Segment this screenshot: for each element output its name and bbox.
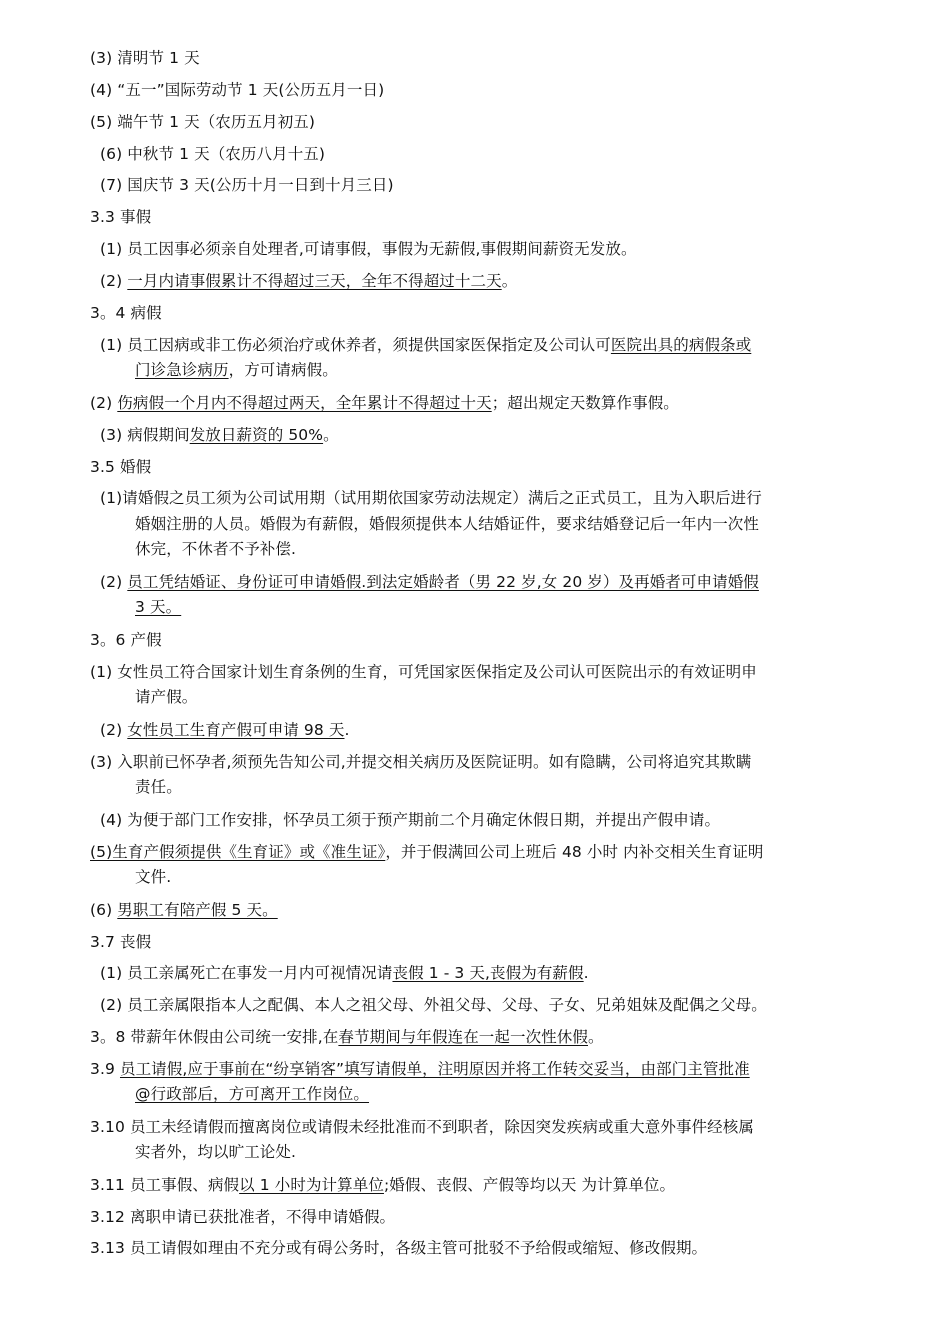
line-text: (5) 端午节 1 天（农历五月初五) <box>90 113 316 131</box>
document-line <box>90 900 278 920</box>
document-line <box>100 995 767 1015</box>
document-line <box>90 1207 395 1227</box>
line-text: (3) 清明节 1 天 <box>90 49 200 67</box>
document-line <box>90 393 679 413</box>
line-text: (4) 为便于部门工作安排，怀孕员工须于预产期前二个月确定休假日期，并提出产假申请。 <box>100 811 721 829</box>
document-line <box>100 335 751 355</box>
underlined-text: 3 天。 <box>135 598 182 616</box>
document-line <box>100 963 589 983</box>
document-line <box>90 457 151 477</box>
document-line <box>135 360 338 380</box>
line-text: 3.10 员工未经请假而擅离岗位或请假未经批准而不到职者，除因突发疾病或重大意外事件经核属 <box>90 1118 754 1136</box>
document-line <box>135 777 182 797</box>
line-text: 3。6 产假 <box>90 631 162 649</box>
document-line <box>135 1084 369 1104</box>
underlined-text: 丧假 1 - 3 天,丧假为有薪假 <box>392 964 584 982</box>
line-text: 实者外，均以旷工论处. <box>135 1143 297 1161</box>
underlined-text: 女性员工生育产假可申请 98 天 <box>127 721 345 739</box>
underlined-text: (5)生育产假须提供《生育证》或《准生证》 <box>90 843 386 861</box>
line-text: . <box>344 721 350 739</box>
line-text: 婚姻注册的人员。婚假为有薪假，婚假须提供本人结婚证件，要求结婚登记后一年内一次性 <box>135 515 760 533</box>
document-line <box>90 932 151 952</box>
line-text: (1) 女性员工符合国家计划生育条例的生育，可凭国家医保指定及公司认可医院出示的有效证明申 <box>90 663 757 681</box>
line-text: 。 <box>501 272 518 290</box>
document-line <box>100 720 350 740</box>
line-text: ;婚假、丧假、产假等均以天 为计算单位。 <box>383 1176 676 1194</box>
line-text: (2) <box>100 272 128 290</box>
line-text: 3。4 病假 <box>90 304 162 322</box>
document-line <box>90 1059 750 1079</box>
underlined-text: 伤病假一个月内不得超过两天，全年累计不得超过十天 <box>117 394 492 412</box>
underlined-text: @行政部后，方可离开工作岗位。 <box>135 1085 370 1103</box>
underlined-text: 以 1 小时为计算单位 <box>239 1176 384 1194</box>
document-line <box>90 1238 707 1258</box>
line-text: ，方可请病假。 <box>228 361 338 379</box>
line-text: 文件. <box>135 868 172 886</box>
document-line <box>90 303 162 323</box>
line-text: (1) 员工因事必须亲自处理者,可请事假，事假为无薪假,事假期间薪资无发放。 <box>100 240 637 258</box>
document-line <box>90 207 151 227</box>
document-line <box>90 630 162 650</box>
document-line <box>100 425 339 445</box>
document-line <box>100 271 517 291</box>
line-text: 。 <box>588 1028 604 1046</box>
underlined-text: 一月内请事假累计不得超过三天，全年不得超过十二天 <box>127 272 502 290</box>
line-text: 请产假。 <box>135 688 198 706</box>
underlined-text: 春节期间与年假连在一起一次性休假 <box>338 1028 588 1046</box>
document-line <box>90 80 384 100</box>
line-text: 3.7 丧假 <box>90 933 152 951</box>
line-text: ；超出规定天数算作事假。 <box>491 394 679 412</box>
line-text: (6) <box>90 901 118 919</box>
line-text: (2) <box>90 394 118 412</box>
underlined-text: 男职工有陪产假 5 天。 <box>117 901 278 919</box>
document-line <box>135 539 296 559</box>
line-text: (2) <box>100 721 128 739</box>
line-text: (7) 国庆节 3 天(公历十月一日到十月三日) <box>100 176 394 194</box>
document-line <box>135 687 197 707</box>
line-text: 3.5 婚假 <box>90 458 152 476</box>
document-line <box>90 842 764 862</box>
document-line <box>100 239 637 259</box>
document-line <box>90 662 757 682</box>
line-text: (1)请婚假之员工须为公司试用期（试用期依国家劳动法规定）满后之正式员工，且为入职后进行 <box>100 489 762 507</box>
line-text: (6) 中秋节 1 天（农历八月十五) <box>100 145 326 163</box>
line-text: (1) 员工亲属死亡在事发一月内可视情况请 <box>100 964 393 982</box>
line-text: (3) 入职前已怀孕者,须预先告知公司,并提交相关病历及医院证明。如有隐瞒，公司将追究其欺瞒 <box>90 753 752 771</box>
document-line <box>90 1027 604 1047</box>
line-text: 3.3 事假 <box>90 208 152 226</box>
line-text: ，并于假满回公司上班后 48 小时 内补交相关生育证明 <box>385 843 764 861</box>
document-line <box>100 572 759 592</box>
document-line <box>90 112 315 132</box>
document-line <box>135 597 181 617</box>
line-text: 3.11 员工事假、病假 <box>90 1176 240 1194</box>
line-text: . <box>583 964 589 982</box>
underlined-text: 员工凭结婚证、身份证可申请婚假.到法定婚龄者（男 22 岁,女 20 岁）及再婚者可申请婚假 <box>127 573 759 591</box>
document-line <box>90 1117 754 1137</box>
underlined-text: 发放日薪资的 50% <box>189 426 324 444</box>
line-text: 3。8 带薪年休假由公司统一安排,在 <box>90 1028 339 1046</box>
line-text: 。 <box>323 426 339 444</box>
document-line <box>100 810 720 830</box>
line-text: 3.12 离职申请已获批准者，不得申请婚假。 <box>90 1208 396 1226</box>
line-text: (2) 员工亲属限指本人之配偶、本人之祖父母、外祖父母、父母、子女、兄弟姐妹及配偶之父母。 <box>100 996 767 1014</box>
document-line <box>90 48 200 68</box>
document-line <box>135 867 171 887</box>
line-text: (3) 病假期间 <box>100 426 190 444</box>
line-text: (4) “五一”国际劳动节 1 天(公历五月一日) <box>90 81 385 99</box>
line-text: 3.9 <box>90 1060 120 1078</box>
line-text: (1) 员工因病或非工伤必须治疗或休养者，须提供国家医保指定及公司认可 <box>100 336 611 354</box>
document-line <box>135 1142 296 1162</box>
document-line <box>100 488 762 508</box>
document-line <box>100 144 325 164</box>
underlined-text: 员工请假,应于事前在“纷享销客”填写请假单，注明原因并将工作转交妥当，由部门主管批准 <box>119 1060 750 1078</box>
line-text: 责任。 <box>135 778 182 796</box>
line-text: 3.13 员工请假如理由不充分或有碍公务时，各级主管可批驳不予给假或缩短、修改假期。 <box>90 1239 708 1257</box>
document-line <box>100 175 394 195</box>
document-line <box>90 1175 675 1195</box>
line-text: (2) <box>100 573 128 591</box>
document-line <box>90 752 751 772</box>
line-text: 休完，不休者不予补偿. <box>135 540 297 558</box>
document-line <box>135 514 759 534</box>
underlined-text: 医院出具的病假条或 <box>610 336 752 354</box>
underlined-text: 门诊急诊病历 <box>135 361 229 379</box>
